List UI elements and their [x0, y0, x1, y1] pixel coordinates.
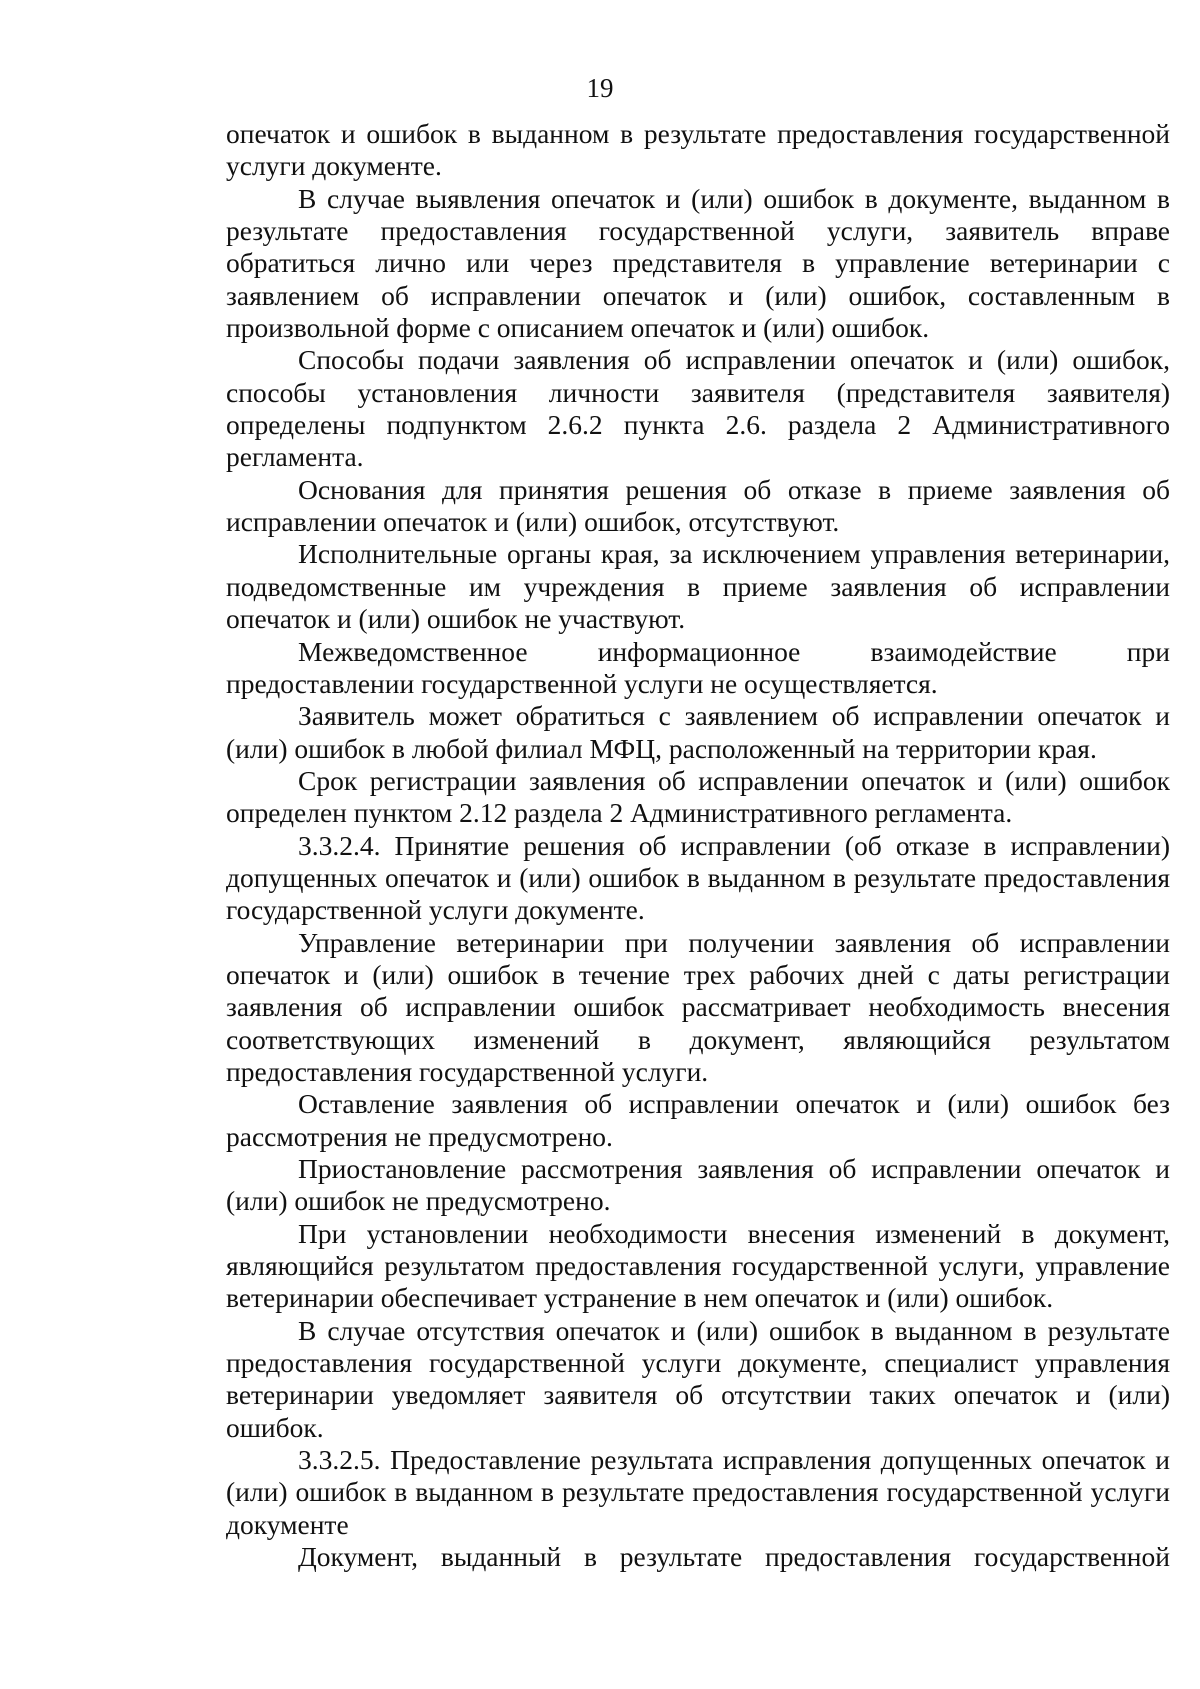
paragraph: Заявитель может обратиться с заявлением об исправлении опечаток и (или) ошибок в любой филиал МФЦ, расположенный на территории края.: [226, 700, 1170, 764]
paragraph: Межведомственное информационное взаимодействие при предоставлении государственной услуги не осуществляется.: [226, 635, 1170, 699]
paragraph: опечаток и ошибок в выданном в результате предоставления государственной услуги документе.: [226, 118, 1170, 182]
paragraph: Приостановление рассмотрения заявления об исправлении опечаток и (или) ошибок не предусмотрено.: [226, 1153, 1170, 1217]
paragraph: 3.3.2.4. Принятие решения об исправлении (об отказе в исправлении) допущенных опечаток и (или) ошибок в выданном в результате предоставления государственной услуги документе.: [226, 829, 1170, 926]
paragraph: Документ, выданный в результате предоставления государственной: [298, 1541, 1170, 1573]
document-body: [226, 118, 1170, 1573]
paragraph: При установлении необходимости внесения изменений в документ, являющийся результатом предоставления государственной услуги, управление ветеринарии обеспечивает устранение в нем опечаток и (или) ошибок.: [226, 1217, 1170, 1314]
paragraph: Оставление заявления об исправлении опечаток и (или) ошибок без рассмотрения не предусмотрено.: [226, 1088, 1170, 1152]
paragraph: Основания для принятия решения об отказе в приеме заявления об исправлении опечаток и (или) ошибок, отсутствуют.: [226, 473, 1170, 538]
paragraph: Управление ветеринарии при получении заявления об исправлении опечаток и (или) ошибок в течение трех рабочих дней с даты регистрации заявления об исправлении ошибок рассматривает необходимость внесения соответствующих изменений в документ, являющийся результатом предоставления государственной услуги.: [226, 926, 1170, 1087]
paragraph: В случае отсутствия опечаток и (или) ошибок в выданном в результате предоставления государственной услуги документе, специалист управления ветеринарии уведомляет заявителя об отсутствии таких опечаток и (или) ошибок.: [226, 1314, 1170, 1443]
paragraph: 3.3.2.5. Предоставление результата исправления допущенных опечаток и (или) ошибок в выданном в результате предоставления государственной услуги документе: [226, 1444, 1170, 1540]
paragraph: Срок регистрации заявления об исправлении опечаток и (или) ошибок определен пунктом 2.12 раздела 2 Административного регламента.: [226, 764, 1170, 829]
page-number: 19: [586, 73, 614, 103]
paragraph: Способы подачи заявления об исправлении опечаток и (или) ошибок, способы установления личности заявителя (представителя заявителя) определены подпунктом 2.6.2 пункта 2.6. раздела 2 Административного регламента.: [226, 344, 1170, 473]
paragraph: Исполнительные органы края, за исключением управления ветеринарии, подведомственные им учреждения в приеме заявления об исправлении опечаток и (или) ошибок не участвуют.: [226, 538, 1170, 635]
paragraph: В случае выявления опечаток и (или) ошибок в документе, выданном в результате предоставления государственной услуги, заявитель вправе обратиться лично или через представителя в управление ветеринарии с заявлением об исправлении опечаток и (или) ошибок, составленным в произвольной форме с описанием опечаток и (или) ошибок.: [226, 182, 1170, 344]
